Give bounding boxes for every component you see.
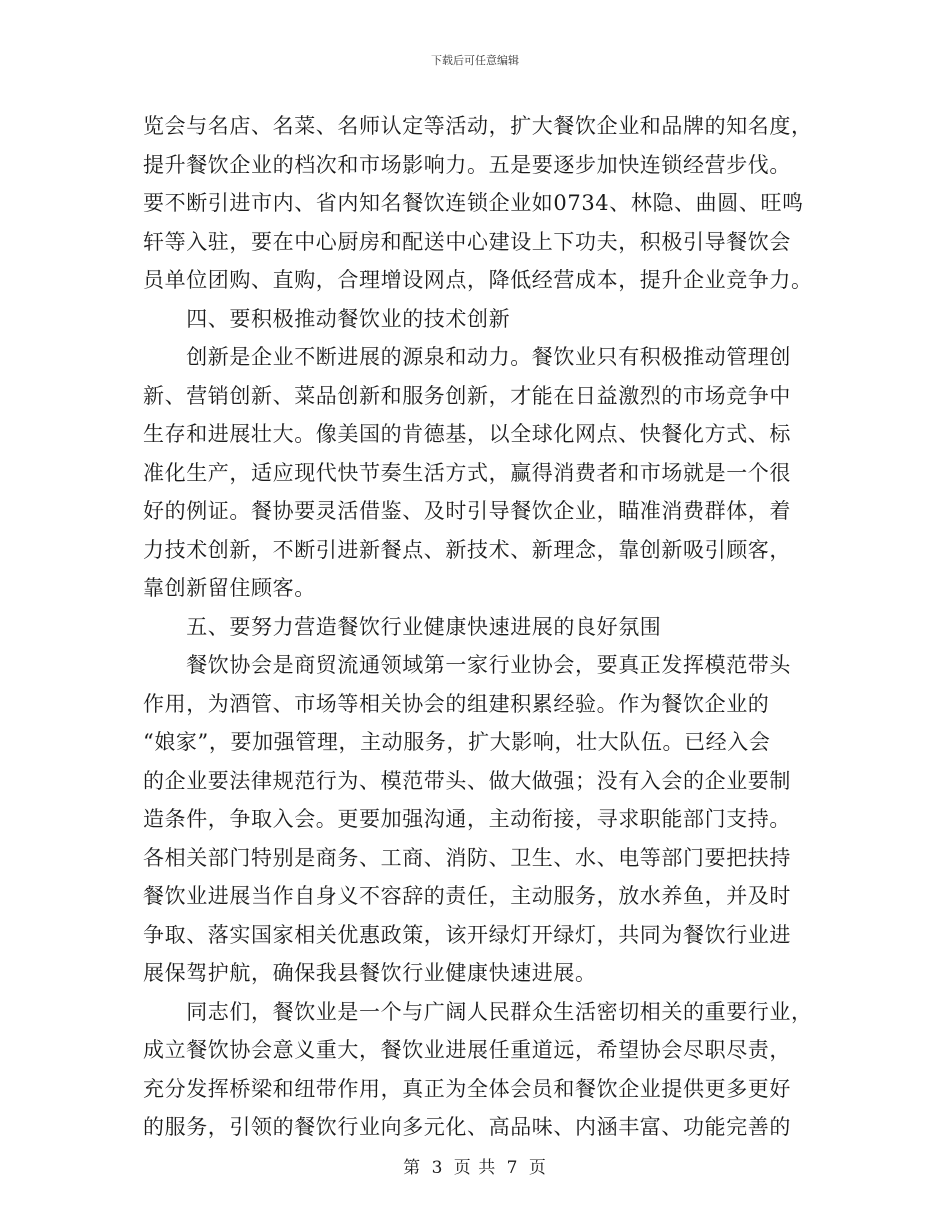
page-footer [0, 1153, 950, 1178]
section-heading-5: 五、要努力营造餐饮行业健康快速进展的良好氛围 [143, 614, 662, 639]
text-line: 靠创新留住顾客。 [143, 576, 316, 600]
text-line: 餐饮协会是商贸流通领域第一家行业协会，要真正发挥模范带头 [143, 653, 791, 677]
text-line: 的企业要法律规范行为、模范带头、做大做强；没有入会的企业要制 [143, 768, 791, 793]
text-line: 员单位团购、直购，合理增设网点，降低经营成本，提升企业竞争力。 [143, 268, 813, 292]
text-line: 生存和进展壮大。像美国的肯德基，以全球化网点、快餐化方式、标 [143, 422, 791, 446]
page-label-prefix: 第 [403, 1158, 422, 1178]
text-line: 览会与名店、名菜、名师认定等活动，扩大餐饮企业和品牌的知名度， [143, 114, 813, 138]
text-line: 轩等入驻，要在中心厨房和配送中心建设上下功夫，积极引导餐饮会 [143, 229, 791, 254]
current-page-number: 3 [431, 1158, 444, 1178]
text-line: 好的例证。餐协要灵活借鉴、及时引导餐饮企业，瞄准消费群体，着 [143, 499, 791, 523]
text-line: 造条件，争取入会。更要加强沟通，主动衔接，寻求职能部门支持。 [143, 807, 791, 831]
text-line: 争取、落实国家相关优惠政策，该开绿灯开绿灯，共同为餐饮行业进 [143, 922, 791, 947]
text-line: 的服务，引领的餐饮行业向多元化、高品味、内涵丰富、功能完善的 [143, 1115, 791, 1139]
text-line: “娘家”，要加强管理，主动服务，扩大影响，壮大队伍。已经入会 [143, 730, 771, 754]
text-line: 成立餐饮协会意义重大，餐饮业进展任重道远，希望协会尽职尽责， [143, 1038, 791, 1062]
section-heading-4: 四、要积极推动餐饮业的技术创新 [143, 306, 511, 331]
text-line: 提升餐饮企业的档次和市场影响力。五是要逐步加快连锁经营步伐。 [143, 152, 791, 177]
page-header: 下载后可任意编辑 [431, 54, 519, 67]
text-line: 同志们，餐饮业是一个与广阔人民群众生活密切相关的重要行业， [143, 999, 813, 1024]
text-line: 充分发挥桥梁和纽带作用，真正为全体会员和餐饮企业提供更多更好 [143, 1076, 791, 1101]
text-line: 展保驾护航，确保我县餐饮行业健康快速进展。 [143, 961, 597, 985]
text-line: 各相关部门特别是商务、工商、消防、卫生、水、电等部门要把扶持 [143, 845, 791, 870]
page-label-middle: 页 共 [453, 1158, 497, 1178]
text-line: 力技术创新，不断引进新餐点、新技术、新理念，靠创新吸引顾客， [143, 537, 791, 562]
total-pages-number: 7 [506, 1158, 519, 1178]
text-line: 准化生产，适应现代快节奏生活方式，赢得消费者和市场就是一个很 [143, 460, 791, 485]
page-label-suffix: 页 [528, 1158, 547, 1178]
text-line: 新、营销创新、菜品创新和服务创新，才能在日益激烈的市场竞争中 [143, 383, 791, 408]
text-line: 作用，为酒管、市场等相关协会的组建积累经验。作为餐饮企业的 [143, 691, 770, 716]
text-line: 创新是企业不断进展的源泉和动力。餐饮业只有积极推动管理创 [143, 345, 791, 369]
document-body [143, 107, 823, 1147]
text-line: 餐饮业进展当作自身义不容辞的责任，主动服务，放水养鱼，并及时 [143, 884, 791, 908]
text-line: 要不断引进市内、省内知名餐饮连锁企业如0734、林隐、曲圆、旺鸣 [143, 191, 804, 215]
